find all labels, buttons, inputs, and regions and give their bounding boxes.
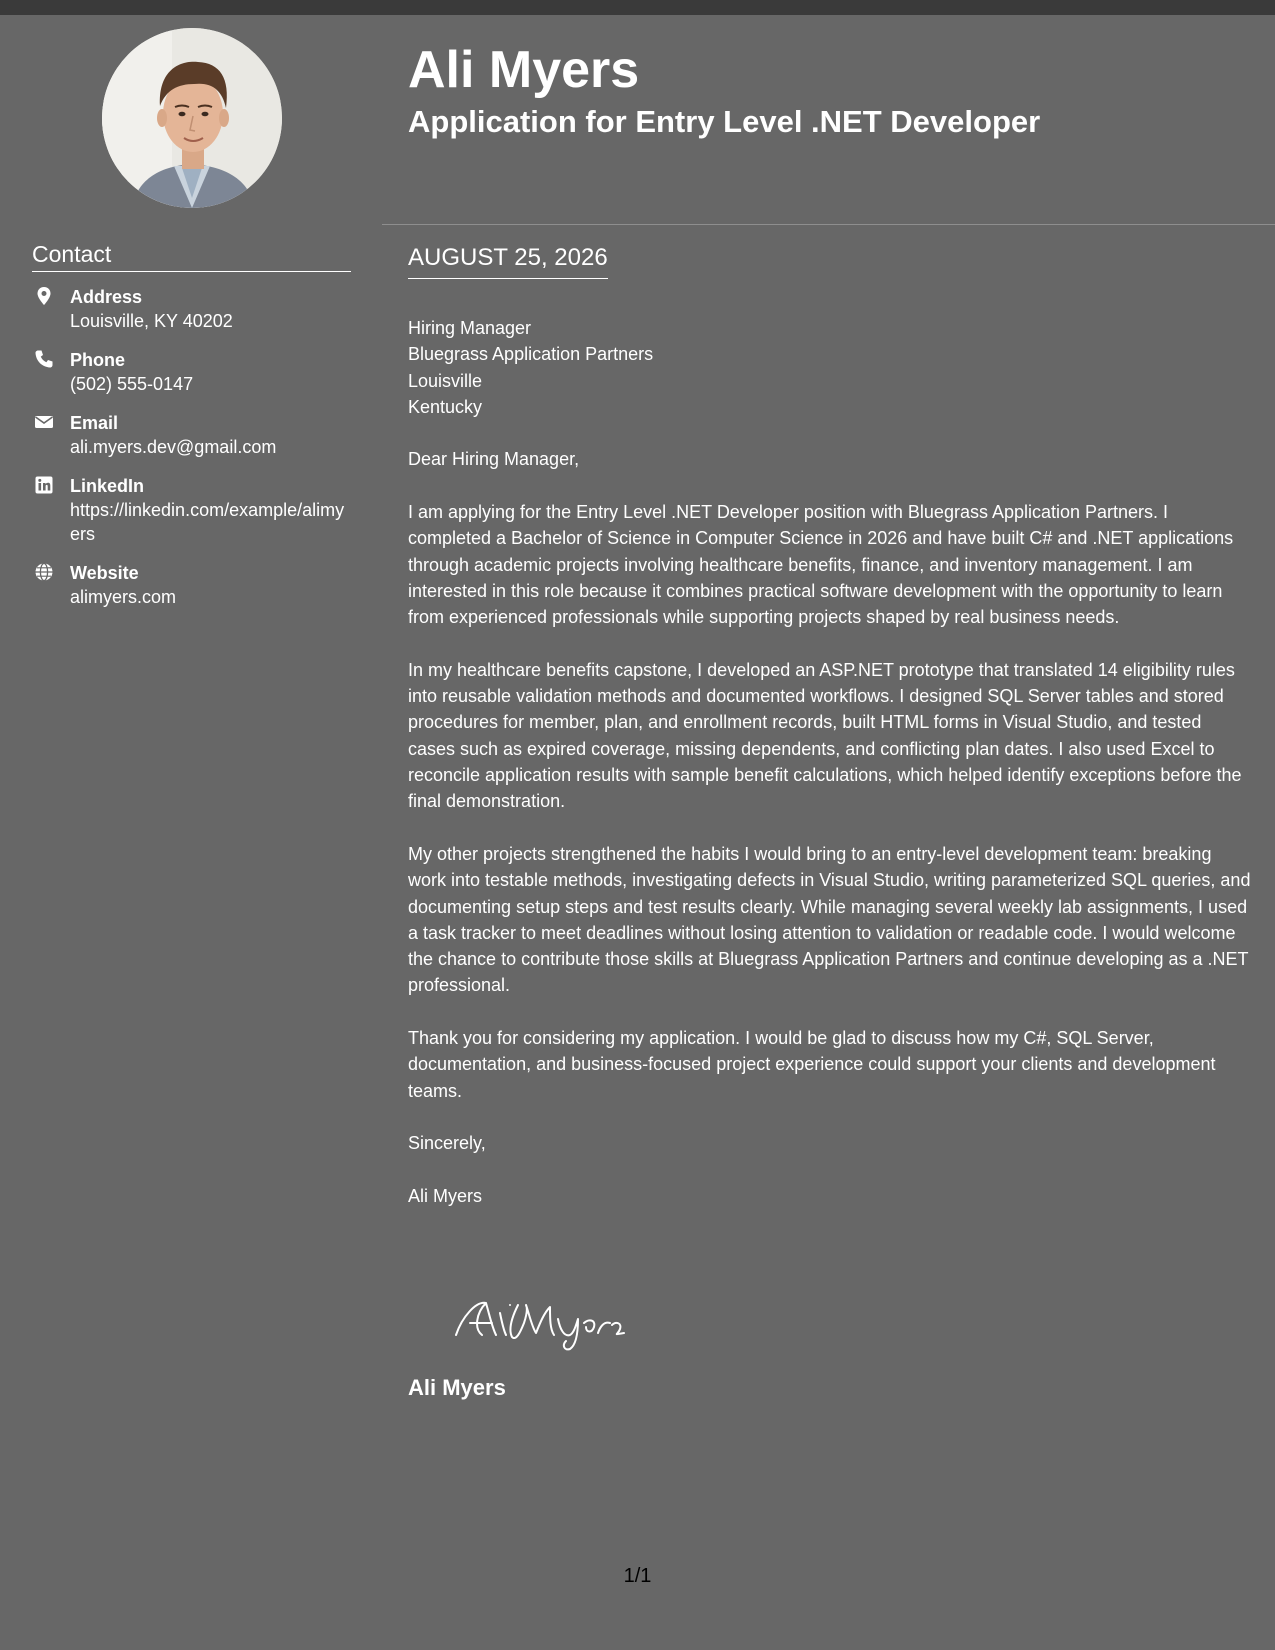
contact-value[interactable]: https://linkedin.com/example/alimyers bbox=[70, 500, 345, 544]
contact-value: (502) 555-0147 bbox=[70, 374, 194, 394]
profile-photo bbox=[102, 28, 282, 208]
contact-heading: Contact bbox=[32, 241, 351, 272]
signature-printed-name: Ali Myers bbox=[408, 1375, 506, 1400]
contact-website bbox=[32, 561, 352, 609]
location-pin-icon bbox=[34, 286, 54, 306]
envelope-icon bbox=[34, 412, 54, 432]
closing-name: Ali Myers bbox=[408, 1185, 483, 1206]
top-bar bbox=[0, 0, 1275, 15]
handwritten-signature bbox=[446, 1283, 706, 1353]
contact-label: Address bbox=[70, 287, 143, 307]
applicant-name: Ali Myers bbox=[408, 41, 640, 99]
contact-label: LinkedIn bbox=[70, 476, 145, 496]
salutation: Dear Hiring Manager, bbox=[408, 449, 580, 470]
recipient-line: Hiring Manager bbox=[408, 318, 532, 338]
letter-date: AUGUST 25, 2026 bbox=[408, 244, 608, 279]
letter-paragraph: I am applying for the Entry Level .NET Developer position with Bluegrass Application Partners. I completed a Bachelor of Science in Computer Science in 2026 and have built C# and .NET applications through academic projects involving healthcare benefits, finance, and inventory management. I am interested in this role because it combines practical software development with the opportunity to learn from experienced professionals while supporting projects shaped by real business needs. bbox=[408, 502, 1234, 628]
contact-list bbox=[32, 285, 352, 624]
letter-paragraph: My other projects strengthened the habits I would bring to an entry-level development team: breaking work into testable methods, investigating defects in Visual Studio, writing parameterized SQL queries, and documenting setup steps and test results clearly. While managing several weekly lab assignments, I used a task tracker to meet deadlines without losing attention to validation or readable code. I would welcome the chance to contribute those skills at Bluegrass Application Partners and continue developing as a .NET professional. bbox=[408, 843, 1251, 996]
header-divider bbox=[382, 224, 1275, 225]
letter-paragraph: In my healthcare benefits capstone, I developed an ASP.NET prototype that translated 14 eligibility rules into reusable validation methods and documented workflows. I designed SQL Server tables and stored procedures for member, plan, and enrollment records, built HTML forms in Visual Studio, and tested cases such as expired coverage, missing dependents, and conflicting plan dates. I also used Excel to reconcile application results with sample benefit calculations, which helped identify exceptions before the final demonstration. bbox=[408, 659, 1242, 812]
linkedin-icon bbox=[34, 475, 54, 495]
contact-value: ali.myers.dev@gmail.com bbox=[70, 437, 277, 457]
contact-linkedin bbox=[32, 474, 352, 546]
recipient-line: Bluegrass Application Partners bbox=[408, 344, 654, 365]
letter-paragraph: Thank you for considering my application. I would be glad to discuss how my C#, SQL Server, documentation, and business-focused project experience could support your clients and development teams. bbox=[408, 1028, 1216, 1101]
contact-label: Website bbox=[70, 563, 139, 583]
recipient-line: Louisville bbox=[408, 370, 483, 391]
contact-address bbox=[32, 285, 352, 333]
recipient-line: Kentucky bbox=[408, 396, 483, 417]
application-subtitle: Application for Entry Level .NET Developer bbox=[408, 104, 1041, 139]
phone-icon bbox=[34, 349, 54, 369]
contact-label: Phone bbox=[70, 350, 126, 370]
letter-body bbox=[408, 315, 1253, 1235]
letter-main bbox=[382, 15, 1275, 1650]
contact-value: Louisville, KY 40202 bbox=[70, 311, 233, 331]
person-portrait-icon bbox=[102, 28, 282, 208]
globe-icon bbox=[34, 562, 54, 582]
contact-phone bbox=[32, 348, 352, 396]
contact-label: Email bbox=[70, 413, 119, 433]
closing: Sincerely, bbox=[408, 1133, 486, 1154]
recipient-block bbox=[408, 315, 1253, 420]
sidebar bbox=[0, 15, 382, 1650]
contact-email bbox=[32, 411, 352, 459]
contact-value[interactable]: alimyers.com bbox=[70, 587, 177, 607]
page-number: 1/1 bbox=[623, 1565, 652, 1587]
